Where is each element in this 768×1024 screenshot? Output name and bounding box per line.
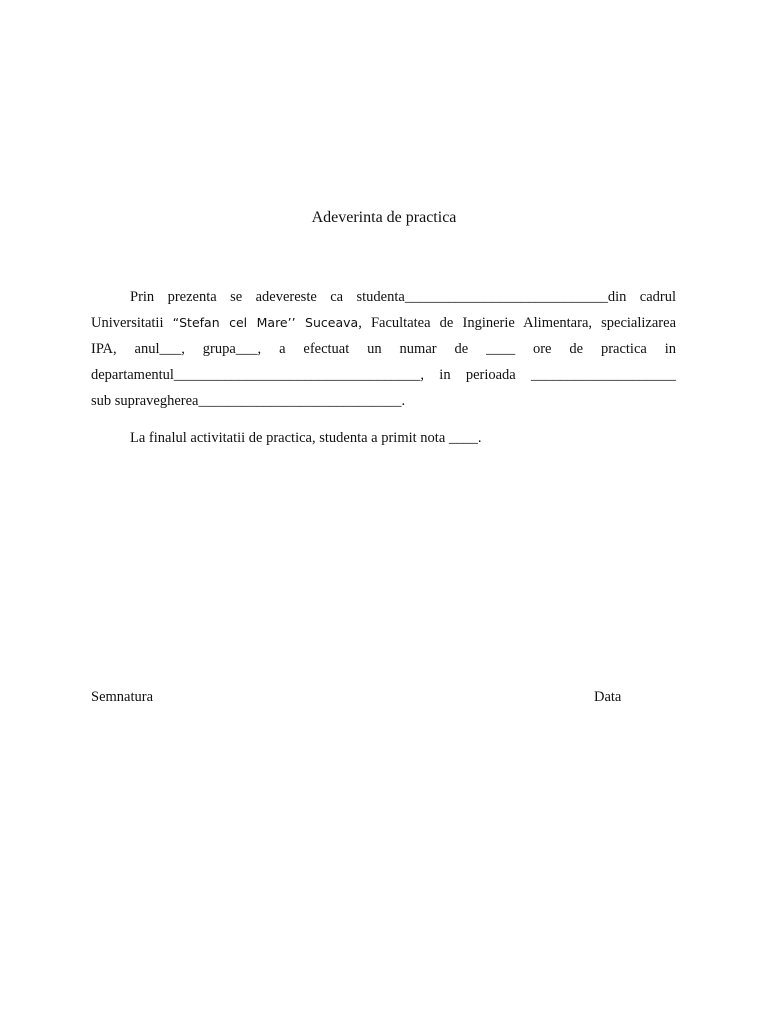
grade-paragraph [91,425,676,451]
university-name: “Stefan cel Mare’’ Suceava [172,315,359,330]
paragraph-line-3: IPA, anul___, grupa___, a efectuat un numar de ____ ore de practica in [91,341,676,357]
document-title: Adeverinta de practica [311,209,457,226]
certificate-paragraph [91,284,676,414]
paragraph-line-4: departamentul__________________________________, in perioada ____________________ [91,367,676,383]
university-word: Universitatii [91,315,164,331]
date-label: Data [594,689,622,705]
paragraph-line-1: Prin prezenta se adevereste ca studenta____________________________din cadrul [130,289,676,305]
grade-line: La finalul activitatii de practica, studenta a primit nota ____. [130,430,482,446]
paragraph-line-5: sub supravegherea____________________________. [91,393,406,409]
paragraph-line-2 [91,310,676,336]
faculty-text: , Facultatea de Inginerie Alimentara, specializarea [358,315,677,331]
signature-label: Semnatura [91,689,154,705]
